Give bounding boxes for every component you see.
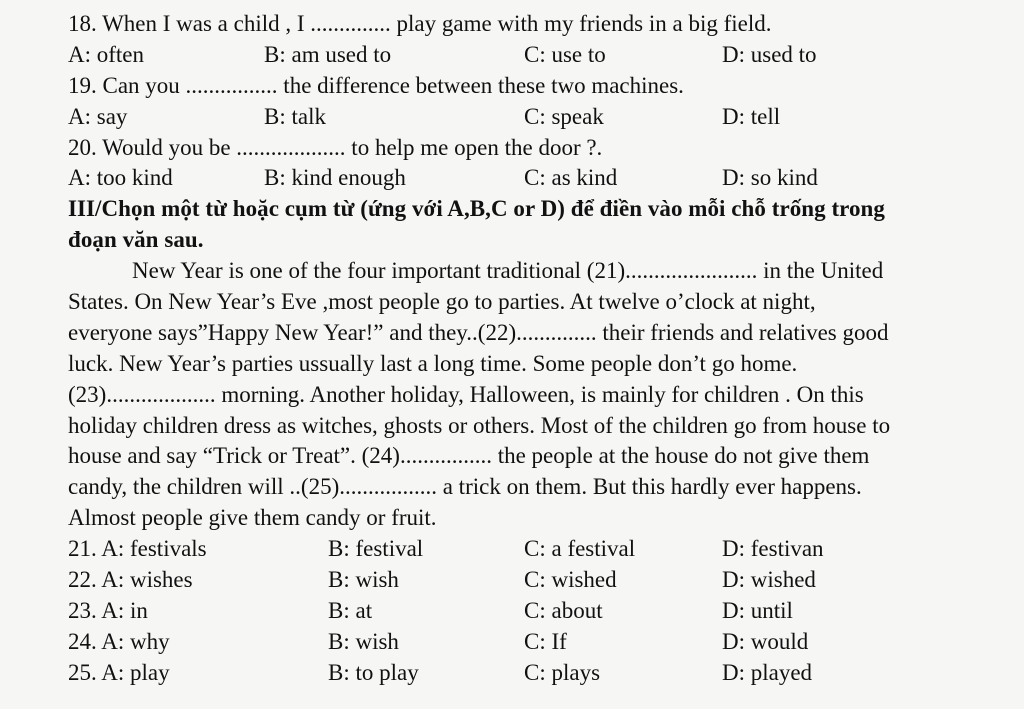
option-b: B: talk	[264, 103, 326, 129]
option-b: B: am used to	[264, 41, 392, 67]
passage-line-4: luck. New Year’s parties ussually last a long time. Some people don’t go home.	[68, 350, 798, 376]
answer-row-24	[68, 627, 996, 658]
answer-21-d: D: festivan	[722, 536, 824, 562]
option-a: A: often	[68, 41, 145, 67]
answer-23-c: C: about	[524, 597, 603, 623]
passage-line-8: candy, the children will ..(25)................. a trick on them. But this hardly ever happens.	[68, 474, 862, 500]
answer-21-b: B: festival	[328, 536, 424, 562]
section-heading-line-2: đoạn văn sau.	[68, 227, 204, 253]
answer-25-c: C: plays	[524, 659, 601, 685]
passage-line-6: holiday children dress as witches, ghosts or others. Most of the children go from house to	[68, 412, 891, 438]
question-20-options	[68, 163, 996, 194]
answer-row-22	[68, 565, 996, 596]
answer-25-a: 25. A: play	[68, 659, 170, 685]
worksheet-page	[68, 9, 996, 689]
option-c: C: use to	[524, 41, 606, 67]
question-18-stem: 18. When I was a child , I .............. play game with my friends in a big field.	[68, 11, 772, 36]
option-d: D: so kind	[722, 165, 818, 191]
answer-24-c: C: If	[524, 628, 567, 654]
option-a: A: say	[68, 103, 128, 129]
question-19-stem: 19. Can you ................ the difference between these two machines.	[68, 72, 684, 98]
answer-21-c: C: a festival	[524, 536, 636, 562]
answer-row-25	[68, 658, 996, 689]
passage-line-9: Almost people give them candy or fruit.	[68, 505, 437, 531]
answer-row-23	[68, 596, 996, 627]
answer-21-a: 21. A: festivals	[68, 536, 207, 562]
option-b: B: kind enough	[264, 165, 406, 191]
option-c: C: as kind	[524, 165, 618, 191]
question-18-options	[68, 40, 996, 71]
passage-line-3: everyone says”Happy New Year!” and they..(22).............. their friends and relatives good	[68, 319, 889, 345]
question-20-stem: 20. Would you be ................... to help me open the door ?.	[68, 134, 603, 160]
answer-24-d: D: would	[722, 628, 809, 654]
section-heading-line-1: III/Chọn một từ hoặc cụm từ (ứng với A,B,C or D) để điền vào mỗi chỗ trống trong	[68, 196, 885, 222]
question-19-options	[68, 102, 996, 133]
option-a: A: too kind	[68, 165, 173, 191]
option-d: D: used to	[722, 41, 817, 67]
passage-line-7: house and say “Trick or Treat”. (24)................ the people at the house do not give them	[68, 443, 870, 469]
answer-25-d: D: played	[722, 659, 813, 685]
option-d: D: tell	[722, 103, 781, 129]
answer-24-b: B: wish	[328, 628, 399, 654]
answer-22-c: C: wished	[524, 567, 617, 593]
answer-23-b: B: at	[328, 597, 373, 623]
answer-23-a: 23. A: in	[68, 597, 148, 623]
answer-22-a: 22. A: wishes	[68, 567, 193, 593]
option-c: C: speak	[524, 103, 604, 129]
answer-row-21	[68, 534, 996, 565]
passage-line-5: (23)................... morning. Another holiday, Halloween, is mainly for children . On this	[68, 381, 864, 407]
passage-line-1: New Year is one of the four important traditional (21)....................... in the United	[132, 258, 884, 284]
answer-23-d: D: until	[722, 597, 793, 623]
answer-22-d: D: wished	[722, 567, 816, 593]
passage-line-2: States. On New Year’s Eve ,most people go to parties. At twelve o’clock at night,	[68, 289, 816, 315]
answer-22-b: B: wish	[328, 567, 399, 593]
answer-24-a: 24. A: why	[68, 628, 170, 654]
answer-25-b: B: to play	[328, 659, 419, 685]
